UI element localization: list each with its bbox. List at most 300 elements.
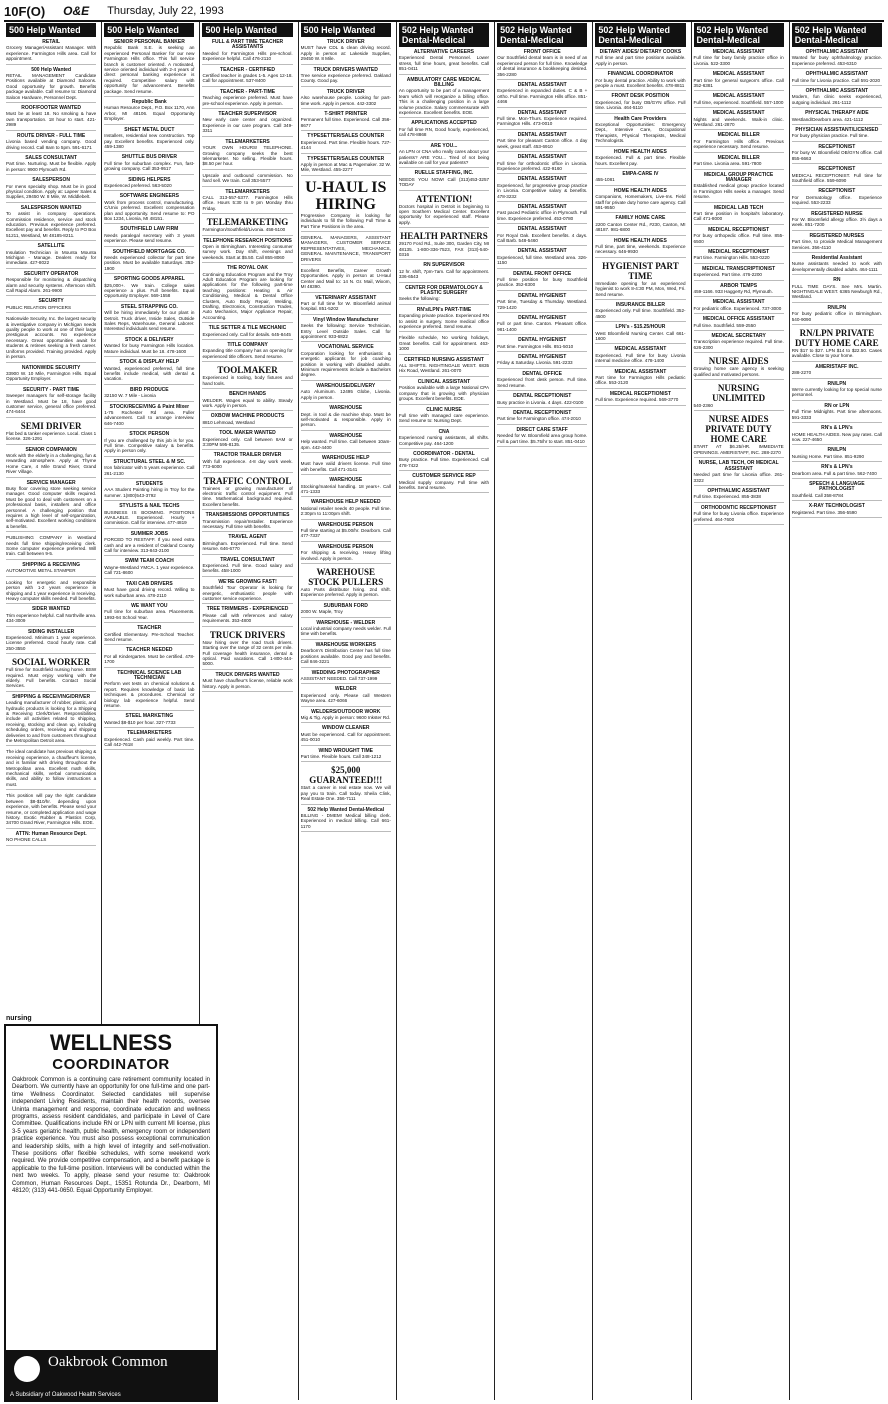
ad-title: WAREHOUSE HELP NEEDED [310, 499, 381, 506]
ad-title: AMBULATORY CARE MEDICAL BILLING [406, 76, 482, 89]
classified-ad [792, 426, 882, 445]
ad-title: WAREHOUSE STOCK PULLERS [308, 567, 384, 588]
ad-body: Full time for orthodontic office in Livonia. Experience preferred. 422-9160 [497, 160, 588, 171]
ad-title: BIRD PRODUCE [130, 386, 169, 393]
ad-body: Excellent Benefits, Career Growth Opportunities. Apply in person at U-Haul Center and Mail to: 14 N. Gr. Mail, Wixom, MI 48390. [300, 267, 391, 290]
ad-title: HYGIENIST PART TIME [602, 260, 679, 281]
classified-ad [202, 140, 292, 170]
ad-body: Fast paced Pediatric office in Plymouth. Full time. Experience preferred. 453-0780 [497, 210, 588, 221]
classified-ad [6, 134, 96, 153]
classified-ad [202, 535, 292, 554]
ad-title: SALESPERSON WANTED [20, 204, 82, 211]
ad-title: SPORTING GOODS APPAREL [113, 276, 185, 283]
ad-body: MEDICAL RECEPTIONIST. Full time for Southfield office. 559-6090 [791, 172, 882, 183]
ad-title: MEDICAL TRANSCRIPTIONIST [702, 265, 776, 272]
ad-body: Installers, residential new construction. Top pay. Excellent benefits. Experienced only. 459-1380 [104, 133, 195, 149]
ad-title: LPN's - $15.25/HOUR [615, 324, 666, 331]
classified-ad [104, 731, 194, 750]
ad-title: SENIOR COMPANION [25, 446, 77, 453]
classified-ad [104, 405, 194, 430]
classified-ad [104, 504, 194, 529]
classified-ad [301, 406, 391, 431]
ad-body: Southfield. Call 358-8784 [791, 492, 844, 498]
ad-body: Experienced in expanded duties. C & B + ortho. Full time. Farmington Hills office. 851-4466 [497, 88, 588, 105]
ad-body: Teaching experience preferred. Must have pre-school experience. Apply in person. [202, 95, 293, 106]
ad-title: FINANCIAL COORDINATOR [607, 71, 674, 78]
ad-title: RN/LPN [827, 380, 847, 387]
classified-ad [104, 604, 194, 623]
ad-body: FULL TIME DAYS. See Mrs. Martin. NIGHTINGALE WEST. 6365 Newburgh Rd., Westland. [791, 283, 882, 300]
ad-body: Transmission repair/Installer. Experience necessary. Full time with benefits. [202, 518, 293, 529]
classified-ad [301, 710, 391, 724]
classified-ad [595, 72, 685, 91]
ad-title: WAREHOUSE [329, 432, 363, 439]
ad-body: GENERAL MANAGERS, ASSISTANT MANAGERS, CUSTOMER SERVICE REPRESENTATIVES, MECHANICS, GENERAL MAINTENANCE, TRANSPORT DRIVERS [300, 234, 391, 262]
ad-body: Full time. Southfield. 559-2550 [693, 322, 756, 328]
ad-title: SALES CONSULTANT [25, 154, 77, 161]
classified-ad [792, 504, 882, 518]
ad-body: Expanding private practice. Experienced RN to assist in surgery. Some medical office experience preferred. Send resume. [398, 313, 490, 330]
column-heading: 500 Help Wanted [104, 23, 194, 37]
classified-ad [104, 671, 194, 712]
ad-title: RN/LPN PRIVATE DUTY HOME CARE [795, 328, 879, 349]
ad-title: APPLICATIONS ACCEPTED [411, 120, 477, 127]
classified-ad [104, 338, 194, 357]
column-6 [494, 22, 589, 1400]
classified-ad [301, 134, 391, 153]
ad-body: Flexible schedule, No working holidays, Great benefits. Call for appointment. 463-1000 [398, 335, 490, 352]
ad-title: TRUCK DRIVER [326, 39, 365, 45]
ad-body: Needs paralegal secretary with 3 years experience. Please send resume. [104, 232, 195, 244]
classified-ad [301, 40, 391, 65]
ad-body: Part time. Farmington Hills. 851-5010 [497, 343, 574, 349]
ad-body: Part time. Nurturing. Must be flexible. Apply in person: 9900 Plymouth Rd. [6, 161, 97, 172]
ad-title: SUBURBAN FORD [323, 602, 368, 609]
ad-body: Experienced. Full time for busy Livonia internal medicine office. 478-1400 [595, 352, 686, 364]
ad-title: CNA [438, 428, 450, 435]
ad-body: Leading manufacturer of rubber, plastic, and hydraulic products is looking for a Shipping & Receiving Clerk/Driver. Responsibilities include all activities related to shipping, receiving, stocking and clean up, including scheduling orders, receiving and shipping deliveries to and from customers throughout the Metropolitan Detroit area. [6, 700, 97, 744]
ad-title: TEACHER - CERTIFIED [220, 66, 276, 73]
ad-body: Expanding title company has an opening for experienced title officers. Send resume. [202, 348, 293, 359]
ad-title: OXBOW MACHINE PRODUCTS [210, 413, 285, 420]
ad-title: VOCATIONAL SERVICE [317, 344, 374, 351]
ad-title: TELEMARKETERS [225, 188, 270, 195]
ad-body: 455-1081 [595, 177, 615, 183]
ad-title: OPHTHALMIC ASSISTANT [805, 88, 869, 95]
classified-ad [792, 72, 882, 86]
classified-ad [202, 217, 292, 235]
classified-ad [6, 448, 96, 478]
ad-title: WAREHOUSE HELP [322, 454, 370, 461]
ad-body: Must have chauffeur's license, reliable work history. Apply in person. [202, 678, 293, 689]
logo-name: Oakbrook Common [48, 1354, 168, 1370]
classified-ad [399, 430, 489, 449]
ad-body: Modern, fun clinic seeks experienced, outgoing individual. 261-1112 [791, 94, 882, 105]
ad-title: DENTAL ASSISTANT [517, 226, 567, 233]
ad-title: WELDER [334, 686, 357, 693]
ad-title: WELDERS/OUTDOOR WORK [311, 708, 381, 715]
classified-ad [399, 408, 489, 427]
classified-ad [399, 308, 489, 333]
classified-ad [694, 506, 784, 525]
classified-ad [301, 671, 391, 685]
ad-headline: WELLNESS [49, 1030, 173, 1055]
ad-title: NURSE, LAB TECH, OR MEDICAL ASSISTANT [698, 460, 779, 472]
classified-ad [104, 178, 194, 192]
ad-title: STEEL MARKETING [125, 713, 174, 720]
classified-ad [595, 370, 685, 389]
ad-title: SHIPPING & RECEIVING [22, 561, 80, 568]
classified-ad [792, 448, 882, 462]
classified-ad [694, 383, 784, 411]
classified-ad [104, 460, 194, 479]
classified-ad [497, 111, 587, 130]
classified-ad [694, 284, 784, 298]
ad-body: Work with the elderly in a challenging, fun & rewarding atmosphere. Apply at Thyme Home Care, 4 Mile Grand River, Grand River Village. [6, 452, 97, 475]
ad-title: TEACHER SUPERVISOR [218, 111, 277, 118]
classified-ad [694, 414, 784, 458]
ad-title: SATELLITE [37, 243, 65, 250]
classified-ad [301, 179, 391, 232]
ad-body: Experienced. Full time. Good salary and benefits. 458-1000 [202, 563, 293, 574]
classified-ad [202, 673, 292, 692]
logo-tagline: A Subsidiary of Oakwood Health Services [10, 1392, 121, 1398]
ad-body: Full Time Midnights. Part time afternoons. 591-3333 [791, 409, 882, 420]
ad-body: Full time. Mon-Thurs. Experience required. Farmington Hills. 473-0010 [497, 116, 588, 127]
ad-body: Established medical group practice located in Farmington Hills seeks a manager. Send resume. [693, 183, 784, 200]
ad-body: Experienced. Part time. 476-2200 [693, 272, 762, 278]
ad-title: MEDICAL ASSISTANT [614, 368, 667, 375]
ad-body: 459-1166. 933 Haggerty Rd, Plymouth. [693, 289, 773, 294]
issue-date: Thursday, July 22, 1993 [107, 5, 224, 17]
classified-ad [104, 250, 194, 275]
ad-title: MEDICAL BILLER [717, 132, 760, 139]
column-7 [592, 22, 687, 1400]
ad-title: SIDING HELPERS [128, 176, 171, 183]
ad-title: WEDDING PHOTOGRAPHER [311, 669, 380, 676]
ad-body: Also warehouse people. Looking for part-time work. Apply in person. 442-3302 [300, 95, 391, 106]
classified-ad [694, 228, 784, 247]
classified-ad [694, 94, 784, 108]
ad-body: Nursing Home. Part time. 851-9290 [791, 453, 865, 459]
ad-title: DIETARY AIDES/ DIETARY COOKS [599, 49, 682, 55]
ad-title: REGISTERED NURSE [811, 210, 863, 217]
ad-title: ROUTE DRIVER - FULL TIME [16, 132, 86, 139]
classified-ad [301, 268, 391, 293]
ad-title: WE'RE GROWING FAST! [218, 578, 277, 585]
classified-ad [595, 261, 685, 300]
ad-body: Wanted $8-$10 per hour. 327-7733 [104, 719, 176, 725]
ad-body: Westland/Dearborn area. 421-1112 [791, 116, 863, 122]
classified-ad [6, 832, 96, 846]
ad-body: Nationwide Security, Inc. the largest security & investigative company in Michigan needs quality people to work at one of their large prestigious accounts. No experience necessary. Great opportunities await for students & retirees seeking a fresh career. Uniforms provided. Training provided. Apply in person. [6, 316, 97, 360]
classified-ad [202, 630, 292, 670]
ad-title: STYLISTS & NAIL TECHS [119, 503, 180, 510]
ad-body: Friday & Saturday. Livonia. 591-2233 [497, 360, 573, 366]
classified-ad [301, 500, 391, 519]
classified-ad [6, 40, 96, 65]
ad-body: For pediatric office. Experienced. 737-3000 [693, 305, 782, 311]
ad-body: To assist in company operations. Commission residence, service and stock education. Previous experience preferred. Excellent pay and benefits. Reply to PO Box 51211, Westland, MI 48185-8211. [6, 211, 97, 238]
ad-title: FAMILY HOME CARE [615, 215, 666, 222]
ad-body: Position available with a large National CPA company that is growing with physician groups. Excellent benefits. EOE. [398, 385, 490, 402]
ad-body: For mens specialty shop. Must be in good physical condition. Apply at: Lapeer Sales & Supplies, 29450 W. 8 Mile, W. Middlebelt. [6, 183, 97, 200]
ad-body: Must have good driving record. Willing to work suburban area. 478-2110 [104, 587, 195, 598]
ad-body: Full time for Livonia practice. Call 591-2020 [791, 77, 881, 83]
ad-title: RN's & LPN's [821, 464, 853, 471]
ad-body: For Royal Oak. Excellent benefits. 4 days. Call Barb. 548-5460 [497, 232, 588, 243]
classified-ad [202, 414, 292, 428]
ad-title: STOCK & DISPLAY HELP [119, 359, 180, 366]
ad-body: Local industrial company needs welder. Full time with benefits. [300, 626, 391, 637]
classified-ad [301, 68, 391, 87]
ad-body: NO PHONE CALLS [6, 837, 47, 843]
ad-body: Livonia based vending company. Good driving record. Call 8am to 5pm. 591-6171 [6, 139, 97, 150]
ad-body: An opportunity to be part of a management team which will reorganize a billing office. This is a challenging position in a large volume practice. Salary commensurate with experience. Excellent benefits. EOE. [398, 88, 490, 116]
ad-body: Birmingham. Experienced. Full time. Send resume. 646-6770 [202, 540, 293, 552]
ad-body: FORCED TO RESTAFF. If you need extra cash and are a resident of Oakland County. Call for interview. 313-843-2100 [104, 537, 195, 554]
ad-body: $25,000+. We train. College sales experience a plus. Full benefits. Equal Opportunity Employer. 569-1558 [104, 282, 195, 299]
ad-body: Start a career in real estate now. We will pay you to train. Call today. Sheila Clink, Real Estate One. 356-7111 [300, 785, 391, 802]
ad-body: Flat bed & tanker experience. Local. Class 1 license. 326-1291 [6, 430, 97, 442]
classified-ad [202, 326, 292, 340]
ad-title: PHYSICAL THERAPY AIDE [805, 110, 869, 117]
ad-title: TRACTOR TRAILER DRIVER [213, 452, 282, 459]
ad-body: Experienced only. Please call Western Wayne area. 427-6066 [300, 692, 391, 704]
ad-title: SERVICE MANAGER [26, 479, 76, 486]
classified-ad [497, 394, 587, 408]
ad-body: Part time. Farmington Hills. 553-0220 [693, 255, 770, 261]
ad-title: TELEMARKETING [206, 217, 289, 228]
ad-title: WAREHOUSE PERSON [318, 543, 374, 550]
ad-body: Part time, Tuesday & Thursday. Westland. 729-1420 [497, 299, 588, 310]
ad-body: For all Kindergarten. Must be certified. 478-1700 [104, 653, 195, 665]
ad-body: NEEDS YOU NOW! Call (313)453-3257 TODAY [398, 176, 490, 188]
ad-body: Full time, part time, weekends. Experience necessary. 646-9930 [595, 243, 686, 255]
ad-body: Nights and weekends. Walk-in clinic. Westland. 261-2870 [693, 116, 784, 128]
ad-title: DENTAL OFFICE [522, 370, 562, 377]
ad-body: Full time with managed care experience. Send resume to: Nursing Dept. [398, 412, 490, 424]
ad-title: Residential Assistant [811, 254, 863, 261]
ad-body: For W. Bloomfield allergy office. 3½ days a week. 851-7200 [791, 216, 882, 228]
ad-body: Experienced. Minimum 1 year experience. License preferred. Good hourly rate. Call 250-3550 [6, 634, 97, 651]
classified-ad [792, 111, 882, 125]
ad-title: CLINIC NURSE [426, 406, 462, 413]
ad-title: DENTAL HYGIENIST [518, 315, 567, 322]
ad-body: Experienced, full time. Westland area. 326-1150 [497, 254, 588, 266]
ad-title: TRUCK DRIVERS WANTED [215, 671, 280, 678]
classified-ad [497, 372, 587, 391]
ad-body: Experienced. Part time. Flexible hours. 727-4144 [300, 139, 391, 151]
ad-title: DENTAL FRONT OFFICE [513, 270, 572, 277]
classified-ad [202, 112, 292, 137]
classified-ad [301, 318, 391, 343]
ad-title: RN's & LPN's [821, 425, 853, 432]
classified-ad [202, 607, 292, 626]
ad-title: RN [833, 277, 841, 284]
classified-ad [301, 604, 391, 618]
classified-ad [694, 111, 784, 130]
classified-ad [595, 172, 685, 186]
ad-body: PUBLIC RELATION OFFICERS [6, 304, 72, 310]
ad-body: Part time for pleasant Canton office. 4 day week, great staff. 453-6910 [497, 138, 588, 149]
ad-body: Wanted for busy ophthalmology practice. Experience preferred. 453-6310 [791, 55, 882, 66]
classified-ad [202, 40, 292, 65]
ad-title: STUDENTS [135, 481, 163, 487]
classified-ad [104, 277, 194, 302]
classified-ad [6, 156, 96, 175]
ad-title: DENTAL ASSISTANT [517, 82, 567, 89]
ad-body: For busy physician practice. Full time. [791, 133, 869, 139]
ad-body: BUSINESS IS BOOMING. POSITIONS AVAILABLE. Experienced. Hourly + commission. Call for interview. 477-4819 [104, 509, 195, 526]
classified-ad [595, 303, 685, 322]
classified-ad [104, 582, 194, 601]
classified-ad [104, 432, 194, 457]
ad-title: MEDICAL OFFICE ASSISTANT [702, 316, 775, 323]
classified-ad [6, 535, 96, 560]
ad-title: DENTAL ASSISTANT [517, 109, 567, 116]
ad-title: CUSTOMER SERVICE REP [412, 473, 476, 480]
masthead [4, 2, 884, 22]
ad-body: Doctors hospital in Detroit is beginning to open Southern Medical Center. Excellent opportunity for experienced staff. Please apply. [398, 203, 490, 225]
classified-ad [399, 452, 489, 471]
ad-body: Wanted, experienced preferred, full time benefits include medical, with dental & vacation. [104, 365, 195, 382]
ad-body: Seeks the following: Service Technician, Entry Level Outside Sales. Call for appointment: 933-6822 [300, 323, 391, 340]
ad-body: BILLING - DMEM! Medical billing clerk. Experienced in medical billing. Call 661-1170 [300, 813, 391, 829]
classified-ad [301, 621, 391, 640]
classified-ad [694, 156, 784, 170]
ad-title: DENTAL ASSISTANT [517, 154, 567, 161]
ad-body: Full time position for busy Southfield practice. 352-8300 [497, 277, 588, 288]
ad-title: TRAVEL CONSULTANT [220, 556, 275, 563]
ad-title: STRUCTURAL STEEL & M SC. [113, 458, 186, 465]
ad-title: TAXI CAB DRIVERS [125, 580, 173, 587]
classified-ad [497, 227, 587, 246]
classified-ad [6, 657, 96, 692]
ad-body: Mig & Tig. Apply in person: 9600 Inkster Rd. [300, 714, 391, 720]
classified-ad [399, 380, 489, 405]
ad-body: With full experience. 4-8 day work week. 773-6000 [202, 458, 293, 470]
classified-ad [301, 726, 391, 745]
classified-ad [497, 155, 587, 174]
classified-ad [6, 481, 96, 533]
ad-title: SHUTTLE BUS DRIVER [121, 154, 177, 161]
ad-body: New early care center and organized. Experience in our care program. Call 349-3311 [202, 117, 293, 134]
classified-ad [694, 356, 784, 380]
ad-title: TELEMARKETERS [127, 730, 172, 737]
ad-title: HOME HEALTH AIDES [614, 187, 667, 194]
classified-ad [792, 189, 882, 208]
ad-body: Part or full time for W. Bloomfield animal hospital. 851-5202 [300, 301, 391, 312]
column-heading: 502 Help Wanted Dental-Medical [399, 23, 489, 47]
ad-title: U-HAUL IS HIRING [305, 178, 387, 213]
ad-title: MEDICAL RECEPTIONIST [708, 226, 770, 233]
ad-title: WAREHOUSE - WELDER [316, 619, 376, 626]
ad-body: Companions, Homemakers, Live-Ins. Field staff for private duty home care agency. Call 591-9550 [595, 194, 686, 210]
ad-body: For busy dental practice. Ability to work with people a must. Excellent benefits. 478-8811 [595, 77, 686, 89]
classified-ad [497, 249, 587, 268]
ad-title: TECHNICAL SCIENCE LAB TECHNICIAN [117, 669, 182, 681]
ad-body: 8810 Lehmoad, Westland [202, 419, 255, 425]
ad-title: SPEECH & LANGUAGE PATHOLOGIST [809, 480, 865, 493]
ad-body: Part time for Farmington Hills pediatric office. 553-2120 [595, 375, 686, 386]
ad-title: NURSING UNLIMITED [712, 383, 766, 404]
ad-title: STEEL STRAPPING CO. [120, 303, 178, 310]
classified-ad [301, 434, 391, 453]
classified-ad [595, 189, 685, 214]
classified-ad [202, 453, 292, 472]
ad-body: Southfield Tour Operator is looking for energetic, enthusiastic people with customer service experience. [202, 585, 293, 602]
ad-body: Part time. Livonia area. 591-7800 [693, 161, 762, 167]
ad-body: Open in Birmingham. Interesting consumer survey work. Day shift, evenings and weekends. Start at $5.50. Call 855-8060 [202, 243, 293, 260]
ad-title: TREE TRIMMERS - EXPERIENCED [206, 606, 289, 613]
ad-title: ARBOR TEMPS [720, 282, 758, 289]
ad-title: WIND WROUGHT TIME [318, 747, 373, 754]
ad-body: Now hiring over the road truck drivers. Starting over the range of 32 cents per mile. Full coverage health insurance, dental & optical. Paid vacations. Call 1-800-444-5000. [202, 639, 293, 667]
ad-title: OPHTHALMIC ASSISTANT [805, 49, 869, 55]
ad-title: TOOL MAKER WANTED [219, 430, 276, 437]
ad-title: RN/LPN [827, 304, 847, 311]
ad-body: Dearborn area. Full & part time. 562-7400 [791, 470, 877, 476]
ad-title: RN's/LPN's PART-TIME [416, 306, 472, 313]
ad-body: Stocking/material handling. 18 years+. Call 471-1333 [300, 483, 391, 494]
classified-ad [497, 338, 587, 352]
classified-ad [301, 157, 391, 176]
ad-body: Iron fabricator with 5 years experience. Call 261-2130 [104, 465, 195, 476]
ad-title: 502 Help Wanted Dental-Medical [307, 806, 385, 813]
ad-body: 288-2270 [791, 370, 812, 376]
ad-title: TRAVEL AGENT [228, 534, 267, 541]
classified-ad [595, 239, 685, 258]
classified-ad [792, 306, 882, 325]
ad-title: MEDICAL SECRETARY [711, 333, 766, 340]
ad-body: Experienced nursing assistants, all shifts. Competitive pay. 464-1200 [398, 435, 490, 446]
classified-ad [694, 250, 784, 264]
classified-ad [497, 316, 587, 335]
ad-title: RN SUPERVISOR [423, 262, 465, 269]
classified-ad [694, 72, 784, 91]
classified-ad [301, 808, 391, 833]
classified-ad [104, 227, 194, 246]
ad-body-text: Oakbrook Common is a continuing care retirement community located in Dearborn. We currently have an opportunity for one full-time and one part-time Wellness Coordinator. Selected candidates will supervise independent Living Residents, maintain their health records, oversee Uninta management and response, coordinate education and wellness programs, assess resident candidates, and participate in Level of Care Committee. Qualifications include RN or LPN with current MI license, plus 3-5 years geriatric health, public health, emergency room or independent practice experience. You must also possess exceptional communication and leadership skills, with a high level of integrity and self-motivation. These positions offer flexible schedules, with some weekend work required. We provide competitive compensation, and a benefit package is applicable to the full-time position. Interviews will be conducted within the next two weeks. To apply, please send your resume to: Oakbrook Common, Human Resources Dept., 15351 Rotunda Dr., Dearborn, MI 48120; (313) 441-0650. Equal Opportunity Employer. [12, 1077, 210, 1195]
ad-title: MEDICAL ASSISTANT [712, 71, 765, 78]
ad-body: Certified Elementary. Pre-School Teacher. Send resume. [104, 631, 195, 642]
ad-body: Wanted for busy Farmington Hills location. Mature individual. Must be 18. 478-1600 [104, 343, 195, 354]
ad-title: TRAFFIC CONTROL [203, 475, 292, 486]
classified-ad [301, 687, 391, 706]
ad-body: Dept. in tool & die machine shop. Must be self-motivated & responsible. Apply in person. [300, 411, 391, 428]
ad-title: CERTIFIED NURSING ASSISTANT [403, 356, 484, 363]
ad-body: The ideal candidate has previous shipping & receiving experience, a chauffeur's license, and is familiar with driving throughout the Metropolitan area. Excellent math skills, mechanical skills, verbal communication skills, and ability to follow instructions a must. [6, 749, 97, 787]
ad-title: TOOLMAKER [217, 365, 278, 376]
ad-body: Busy floor covering store seeking service manager. Good computer skills required. Must be good to deal with customers on a professional basis, installers and office personnel. A challenging position that requires a high level of self-organization, self-motivated. Excellent working conditions & benefits. [6, 486, 97, 529]
classified-ad [792, 382, 882, 401]
section-label: nursing [6, 1015, 32, 1022]
classified-ad [202, 173, 292, 187]
classified-ad [202, 90, 292, 109]
paper-name: O&E [63, 4, 90, 18]
ad-body: Full time. Experienced. 855-3838 [693, 494, 761, 500]
ad-body: Part time position in hospital's laboratory. Call 471-8000 [693, 210, 784, 222]
ad-title: ORTHODONTIC RECEPTIONIST [700, 504, 777, 511]
ad-body: Needs experienced collector for part time position. Must be available Saturdays. 353-1900 [104, 255, 195, 271]
ad-title: SECURITY OPERATOR [23, 270, 79, 277]
classified-ad [792, 256, 882, 275]
ad-body: Upscale and outbound commission. No hard sell. We train. Call 353-5577 [202, 172, 293, 184]
classified-ad [792, 404, 882, 423]
ad-body: Part time. Flexible hours. Call 348-1212 [300, 753, 382, 759]
ad-title: T-SHIRT PRINTER [324, 111, 368, 118]
